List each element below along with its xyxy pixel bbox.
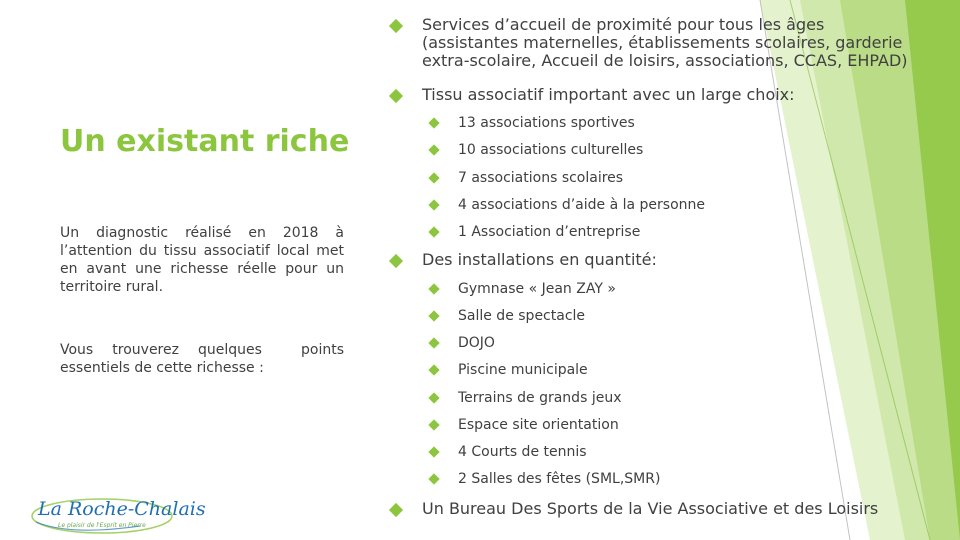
diamond-bullet-icon — [428, 117, 439, 128]
diamond-bullet-icon — [428, 144, 439, 155]
diamond-bullet-icon — [428, 226, 439, 237]
diamond-bullet-icon — [428, 446, 439, 457]
secondary-paragraph-line1 — [60, 341, 344, 359]
sub-bullet-text: 2 Salles des fêtes (SML,SMR) — [458, 471, 661, 487]
sub-bullet — [430, 389, 621, 407]
sub-bullet-text: DOJO — [458, 335, 495, 351]
sub-bullet — [430, 223, 640, 241]
secondary-paragraph — [60, 341, 344, 377]
diamond-bullet-icon — [389, 254, 403, 268]
bullet-services-line: extra-scolaire, Accueil de loisirs, associations, CCAS, EHPAD) — [422, 51, 908, 70]
sub-bullet — [430, 280, 616, 298]
logo-name: La Roche-Chalais — [38, 498, 206, 520]
diamond-bullet-icon — [428, 473, 439, 484]
sub-bullet — [430, 334, 495, 352]
diamond-bullet-icon — [428, 283, 439, 294]
sub-bullet — [430, 416, 619, 434]
sub-bullet-text: Espace site orientation — [458, 417, 619, 433]
sub-bullet-text: 7 associations scolaires — [458, 170, 624, 186]
sub-bullet — [430, 114, 635, 132]
diamond-bullet-icon — [428, 172, 439, 183]
diamond-bullet-icon — [428, 392, 439, 403]
bullet-installations-text: Des installations en quantité: — [422, 250, 657, 269]
paragraph-word: quelques — [198, 342, 262, 358]
secondary-paragraph-line2: essentiels de cette richesse : — [60, 360, 264, 376]
diamond-bullet-icon — [389, 503, 403, 517]
diamond-bullet-icon — [389, 19, 403, 33]
sub-bullet-text: 13 associations sportives — [458, 115, 635, 131]
sub-bullet-text: 4 associations d’aide à la personne — [458, 197, 705, 213]
diamond-bullet-icon — [428, 337, 439, 348]
diamond-bullet-icon — [428, 364, 439, 375]
intro-paragraph: Un diagnostic réalisé en 2018 à l’attention du tissu associatif local met en avant une richesse réelle pour un territoire rural. — [60, 225, 344, 295]
bullet-services — [391, 16, 908, 70]
logo-tagline: Le plaisir de l'Esprit en Pierre — [58, 522, 146, 529]
sub-bullet-text: Salle de spectacle — [458, 308, 586, 324]
sub-bullet — [430, 361, 588, 379]
paragraph-word: trouverez — [112, 342, 179, 358]
sub-bullet — [430, 470, 660, 488]
bullet-tissu — [391, 86, 795, 104]
diamond-bullet-icon — [389, 89, 403, 103]
paragraph-word: points — [301, 342, 344, 358]
bullet-bureau-text: Un Bureau Des Sports de la Vie Associative et des Loisirs — [422, 499, 879, 518]
sub-bullet-text: 10 associations culturelles — [458, 142, 644, 158]
bullet-bureau — [391, 500, 878, 518]
sub-bullet — [430, 196, 705, 214]
sub-bullet-text: Piscine municipale — [458, 362, 588, 378]
diamond-bullet-icon — [428, 419, 439, 430]
diamond-bullet-icon — [428, 310, 439, 321]
slide-title: Un existant riche — [60, 124, 350, 159]
sub-bullet-text: 1 Association d’entreprise — [458, 224, 641, 240]
bullet-services-text — [422, 16, 908, 70]
sub-bullet — [430, 169, 623, 187]
la-roche-chalais-logo — [30, 496, 206, 536]
bullet-installations — [391, 251, 657, 269]
bullet-services-line: (assistantes maternelles, établissements scolaires, garderie — [422, 33, 903, 52]
sub-bullet-text: Terrains de grands jeux — [458, 390, 622, 406]
sub-bullet — [430, 443, 587, 461]
sub-bullet-text: 4 Courts de tennis — [458, 444, 587, 460]
bullet-services-line: Services d’accueil de proximité pour tous les âges — [422, 15, 825, 34]
diamond-bullet-icon — [428, 199, 439, 210]
paragraph-word: Vous — [60, 342, 94, 358]
bullet-tissu-text: Tissu associatif important avec un large choix: — [422, 85, 795, 104]
sub-bullet — [430, 141, 643, 159]
sub-bullet — [430, 307, 585, 325]
sub-bullet-text: Gymnase « Jean ZAY » — [458, 281, 616, 297]
